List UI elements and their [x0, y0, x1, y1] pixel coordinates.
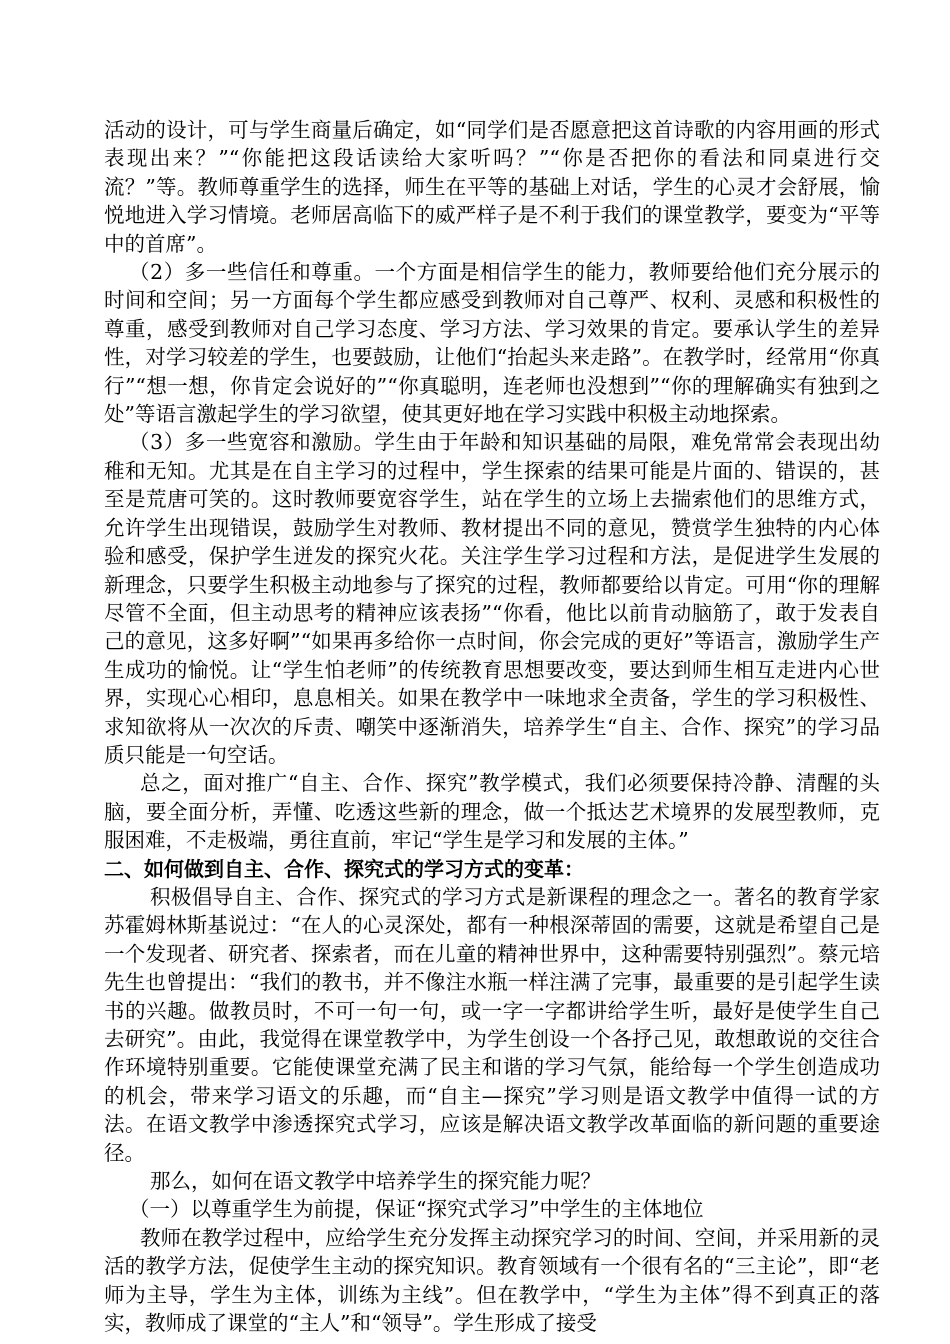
paragraph-tolerance-encouragement: （3）多一些宽容和激励。学生由于年龄和知识基础的局限，难免常常会表现出幼稚和无知。尤其是在自主学习的过程中，学生探索的结果可能是片面的、错误的，甚至是荒唐可笑的。这时教师要宽容学生，站在学生的立场上去揣索他们的思维方式，允许学生出现错误，鼓励学生对教师、教材提出不同的意见，赞赏学生独特的内心体验和感受，保护学生迸发的探究火花。关注学生学习过程和方法，是促进学生发展的新理念，只要学生积极主动地参与了探究的过程，教师都要给以肯定。可用“你的理解尽管不全面，但主动思考的精神应该表扬”“你看，他比以前肯动脑筋了，敢于发表自己的意见，这多好啊”“如果再多给你一点时间，你会完成的更好”等语言，激励学生产生成功的愉悦。让“学生怕老师”的传统教育思想要改变，要达到师生相互走进内心世界，实现心心相印，息息相关。如果在教学中一味地求全责备，学生的学习积极性、求知欲将从一次次的斥责、嘲笑中逐渐消失，培养学生“自主、合作、探究”的学习品质只能是一句空话。 — [104, 430, 880, 767]
paragraph-activity-design: 活动的设计，可与学生商量后确定，如“同学们是否愿意把这首诗歌的内容用画的形式表现出来？”“你能把这段话读给大家听吗？”“你是否把你的看法和同桌进行交流？”等。教师尊重学生的选择，师生在平等的基础上对话，学生的心灵才会舒展，愉悦地进入学习情境。老师居高临下的威严样子是不利于我们的课堂教学，要变为“平等中的首席”。 — [104, 118, 880, 256]
document-body — [104, 116, 880, 1337]
paragraph-trust-respect: （2）多一些信任和尊重。一个方面是相信学生的能力，教师要给他们充分展示的时间和空间；另一方面每个学生都应感受到教师对自己尊严、权利、灵感和积极性的尊重，感受到教师对自己学习态度、学习方法、学习效果的肯定。要承认学生的差异性，对学习较差的学生，也要鼓励，让他们“抬起头来走路”。在教学时，经常用“你真行”“想一想，你肯定会说好的”“你真聪明，连老师也没想到”“你的理解确实有独到之处”等语言激起学生的学习欲望，使其更好地在学习实践中积极主动地探索。 — [104, 260, 880, 427]
paragraph-advocacy: 积极倡导自主、合作、探究式的学习方式是新课程的理念之一。著名的教育学家苏霍姆林斯基说过：“在人的心灵深处，都有一种根深蒂固的需要，这就是希望自己是一个发现者、研究者、探索者，而在儿童的精神世界中，这种需要特别强烈”。蔡元培先生也曾提出：“我们的教书，并不像注水瓶一样注满了完事，最重要的是引起学生读书的兴趣。做教员时，不可一句一句，或一字一字都讲给学生听，最好是使学生自己去研究”。由此，我觉得在课堂教学中，为学生创设一个各抒己见，敢想敢说的交往合作环境特别重要。它能使课堂充满了民主和谐的学习气氛，能给每一个学生创造成功的机会，带来学习语文的乐趣，而“自主—探究”学习则是语文教学中值得一试的方法。在语文教学中渗透探究式学习，应该是解决语文教学改革面临的新问题的重要途径。 — [104, 884, 880, 1165]
paragraph-summary: 总之，面对推广“自主、合作、探究”教学模式，我们必须要保持冷静、清醒的头脑，要全面分析，弄懂、吃透这些新的理念，做一个抵达艺术境界的发展型教师，克服困难，不走极端，勇往直前，牢记“学生是学习和发展的主体。” — [104, 771, 880, 853]
subsection-heading-1: （一）以尊重学生为前提，保证“探究式学习”中学生的主体地位 — [129, 1197, 704, 1222]
paragraph-teaching-process: 教师在教学过程中，应给学生充分发挥主动探究学习的时间、空间，并采用新的灵活的教学方法，促使学生主动的探究知识。教育领域有一个很有名的“三主论”，即“老师为主导，学生为主体，训练为主线”。但在教学中，“学生为主体”得不到真正的落实，教师成了课堂的“主人”和“领导”。学生形成了接受 — [104, 1225, 880, 1336]
section-heading-2: 二、如何做到自主、合作、探究式的学习方式的变革： — [104, 856, 584, 881]
paragraph-question: 那么，如何在语文教学中培养学生的探究能力呢？ — [150, 1169, 601, 1194]
